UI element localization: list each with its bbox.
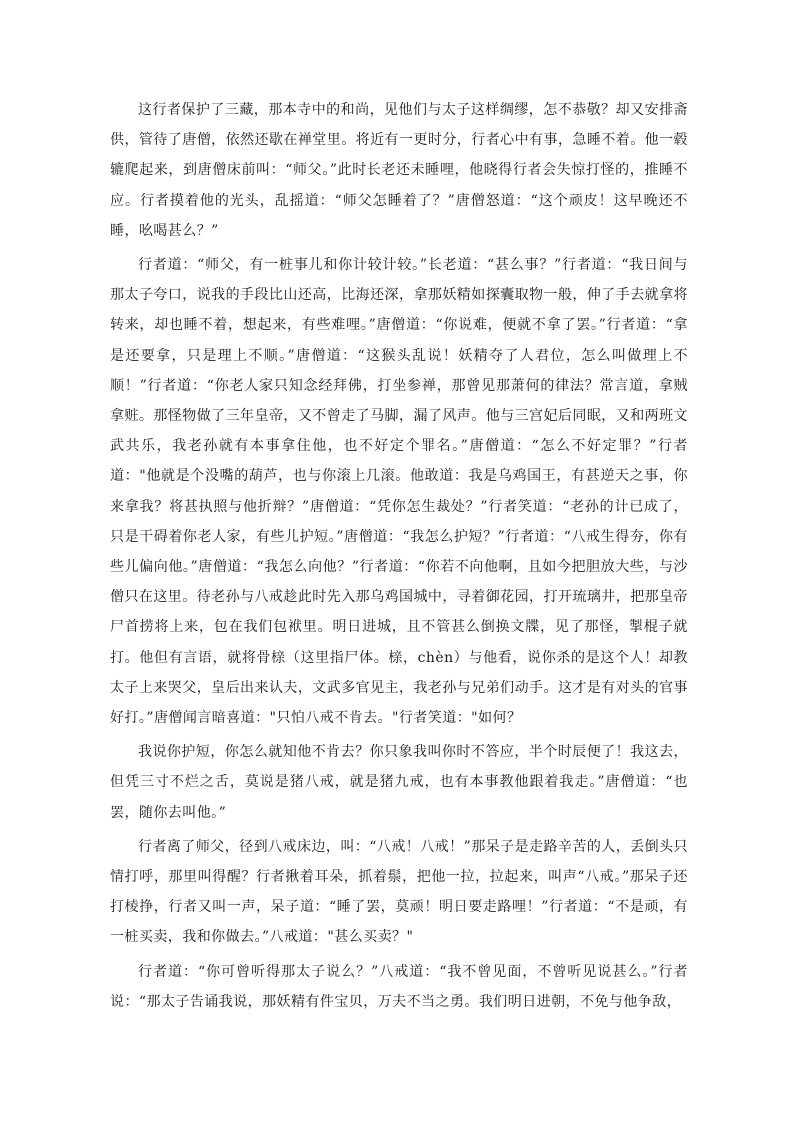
paragraph-2: 行者道：“师父，有一桩事儿和你计较计较。”长老道：“甚么事？”行者道：“我日间与那太子夸口，说我的手段比山还高，比海还深，拿那妖精如探囊取物一般，伸了手去就拿将转来，却也睡不着，想起来，有些难哩。”唐僧道：“你说难，便就不拿了罢。”行者道：“拿是还要拿，只是理上不顺。”唐僧道：“这猴头乱说！妖精夺了人君位，怎么叫做理上不顺！”行者道：“你老人家只知念经拜佛，打坐参禅，那曾见那萧何的律法？常言道，拿贼拿赃。那怪物做了三年皇帝，又不曾走了马脚，漏了风声。他与三宫妃后同眠，又和两班文武共乐，我老孙就有本事拿住他，也不好定个罪名。”唐僧道：“怎么不好定罪？”行者道："他就是个没嘴的葫芦，也与你滚上几滚。他敢道：我是乌鸡国王，有甚逆天之事，你来拿我？将甚执照与他折辩？”唐僧道：“凭你怎生裁处？”行者笑道：“老孙的计已成了，只是干碍着你老人家，有些儿护短。”唐僧道：“我怎么护短？”行者道：“八戒生得夯，你有些儿偏向他。”唐僧道：“我怎么向他？”行者道：“你若不向他啊，且如今把胆放大些，与沙僧只在这里。待老孙与八戒趁此时先入那乌鸡国城中，寻着御花园，打开琉璃井，把那皇帝尸首捞将上来，包在我们包袱里。明日进城，且不管甚么倒换文牒，见了那怪，掣棍子就打。他但有言语，就将骨榇（这里指尸体。榇，chèn）与他看，说你杀的是这个人！却教太子上来哭父，皇后出来认夫，文武多官见主，我老孙与兄弟们动手。这才是有对头的官事好打。”唐僧闻言暗喜道："只怕八戒不肯去。"行者笑道："如何？	[110, 257, 688, 727]
paragraph-3: 我说你护短，你怎么就知他不肯去？你只象我叫你时不答应，半个时辰便了！我这去，但凭三寸不烂之舌，莫说是猪八戒，就是猪九戒，也有本事教他跟着我走。”唐僧道：“也罢，随你去叫他。”	[110, 744, 688, 821]
paragraph-5: 行者道：“你可曾听得那太子说么？”八戒道：“我不曾见面，不曾听见说甚么。”行者说：“那太子告诵我说，那妖精有件宝贝，万夫不当之勇。我们明日进朝，不免与他争敌，	[110, 963, 688, 1010]
paragraph-4: 行者离了师父，径到八戒床边，叫：“八戒！八戒！”那呆子是走路辛苦的人，丢倒头只情打呼，那里叫得醒？行者揪着耳朵，抓着鬃，把他一拉，拉起来，叫声“八戒。”那呆子还打棱挣，行者又叫一声，呆子道：“睡了罢，莫顽！明日要走路哩！”行者道：“不是顽，有一桩买卖，我和你做去。”八戒道："甚么买卖？"	[110, 838, 688, 946]
paragraph-1: 这行者保护了三藏，那本寺中的和尚，见他们与太子这样绸缪，怎不恭敬？却又安排斋供，管待了唐僧，依然还歇在禅堂里。将近有一更时分，行者心中有事，急睡不着。他一毂辘爬起来，到唐僧床前叫：“师父。”此时长老还未睡哩，他晓得行者会失惊打怪的，推睡不应。行者摸着他的光头，乱摇道：“师父怎睡着了？”唐僧怒道：“这个顽皮！这早晚还不睡，吆喝甚么？”	[110, 102, 688, 239]
document-page	[110, 95, 688, 1021]
